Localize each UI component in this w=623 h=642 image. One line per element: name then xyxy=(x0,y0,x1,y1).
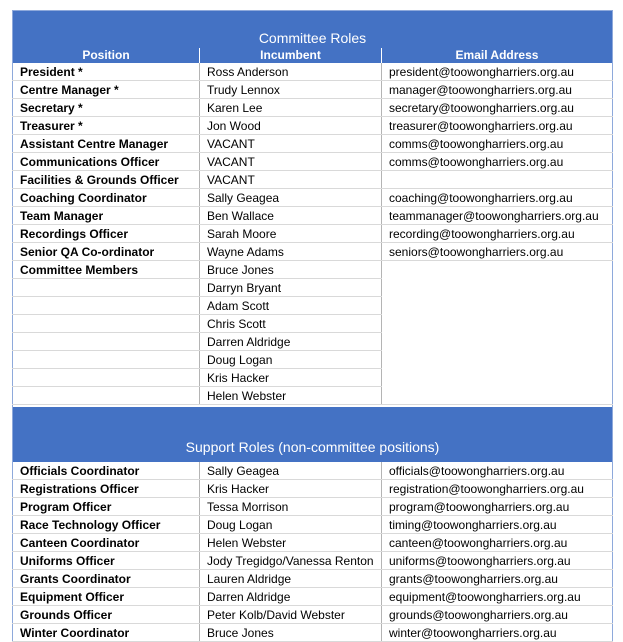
table-row xyxy=(13,297,613,315)
email-cell xyxy=(382,333,613,351)
table-row xyxy=(13,351,613,369)
incumbent-cell: Peter Kolb/David Webster xyxy=(200,606,382,624)
support-title: Support Roles (non-committee positions) xyxy=(13,407,613,462)
email-cell: comms@toowongharriers.org.au xyxy=(382,135,613,153)
position-cell: Race Technology Officer xyxy=(13,516,200,534)
email-cell: winter@toowongharriers.org.au xyxy=(382,624,613,642)
table-row xyxy=(13,480,613,498)
table-row xyxy=(13,462,613,480)
incumbent-cell: Doug Logan xyxy=(200,351,382,369)
table-row xyxy=(13,498,613,516)
incumbent-cell: Jon Wood xyxy=(200,117,382,135)
table-row xyxy=(13,369,613,387)
position-cell xyxy=(13,315,200,333)
incumbent-cell: Adam Scott xyxy=(200,297,382,315)
email-cell: registration@toowongharriers.org.au xyxy=(382,480,613,498)
position-cell: Treasurer * xyxy=(13,117,200,135)
table-row xyxy=(13,189,613,207)
position-cell xyxy=(13,387,200,405)
table-row xyxy=(13,99,613,117)
position-cell xyxy=(13,333,200,351)
position-cell xyxy=(13,369,200,387)
incumbent-cell: Trudy Lennox xyxy=(200,81,382,99)
position-cell: Winter Coordinator xyxy=(13,624,200,642)
email-cell: teammanager@toowongharriers.org.au xyxy=(382,207,613,225)
email-cell: recording@toowongharriers.org.au xyxy=(382,225,613,243)
email-cell: treasurer@toowongharriers.org.au xyxy=(382,117,613,135)
committee-title-row xyxy=(13,11,613,49)
email-cell xyxy=(382,351,613,369)
email-cell xyxy=(382,369,613,387)
email-cell: secretary@toowongharriers.org.au xyxy=(382,99,613,117)
position-cell: Program Officer xyxy=(13,498,200,516)
position-cell: Canteen Coordinator xyxy=(13,534,200,552)
position-cell: Secretary * xyxy=(13,99,200,117)
incumbent-cell: Darryn Bryant xyxy=(200,279,382,297)
table-row xyxy=(13,225,613,243)
email-cell: canteen@toowongharriers.org.au xyxy=(382,534,613,552)
column-header-row xyxy=(13,48,613,63)
incumbent-cell: Doug Logan xyxy=(200,516,382,534)
position-cell: Facilities & Grounds Officer xyxy=(13,171,200,189)
email-cell: program@toowongharriers.org.au xyxy=(382,498,613,516)
table-row xyxy=(13,387,613,405)
incumbent-cell: Sarah Moore xyxy=(200,225,382,243)
table-row xyxy=(13,315,613,333)
email-cell: manager@toowongharriers.org.au xyxy=(382,81,613,99)
incumbent-cell: Helen Webster xyxy=(200,387,382,405)
email-cell: comms@toowongharriers.org.au xyxy=(382,153,613,171)
incumbent-cell: Bruce Jones xyxy=(200,624,382,642)
position-cell: Committee Members xyxy=(13,261,200,279)
position-cell: Team Manager xyxy=(13,207,200,225)
header-incumbent: Incumbent xyxy=(200,48,382,63)
email-cell: timing@toowongharriers.org.au xyxy=(382,516,613,534)
incumbent-cell: VACANT xyxy=(200,171,382,189)
email-cell: uniforms@toowongharriers.org.au xyxy=(382,552,613,570)
incumbent-cell: VACANT xyxy=(200,135,382,153)
email-cell xyxy=(382,387,613,405)
table-row xyxy=(13,243,613,261)
email-cell: seniors@toowongharriers.org.au xyxy=(382,243,613,261)
email-cell xyxy=(382,279,613,297)
position-cell: Assistant Centre Manager xyxy=(13,135,200,153)
position-cell: Equipment Officer xyxy=(13,588,200,606)
table-row xyxy=(13,624,613,642)
header-email: Email Address xyxy=(382,48,613,63)
email-cell xyxy=(382,171,613,189)
incumbent-cell: Helen Webster xyxy=(200,534,382,552)
table-row xyxy=(13,588,613,606)
header-position: Position xyxy=(13,48,200,63)
table-row xyxy=(13,117,613,135)
table-row xyxy=(13,606,613,624)
position-cell: Centre Manager * xyxy=(13,81,200,99)
position-cell: Recordings Officer xyxy=(13,225,200,243)
position-cell xyxy=(13,351,200,369)
email-cell xyxy=(382,315,613,333)
roles-table xyxy=(12,10,613,642)
position-cell: Officials Coordinator xyxy=(13,462,200,480)
email-cell xyxy=(382,297,613,315)
position-cell: President * xyxy=(13,63,200,81)
incumbent-cell: Bruce Jones xyxy=(200,261,382,279)
email-cell: president@toowongharriers.org.au xyxy=(382,63,613,81)
incumbent-cell: Karen Lee xyxy=(200,99,382,117)
incumbent-cell: Wayne Adams xyxy=(200,243,382,261)
position-cell: Grants Coordinator xyxy=(13,570,200,588)
incumbent-cell: Kris Hacker xyxy=(200,480,382,498)
incumbent-cell: Jody Tregidgo/Vanessa Renton xyxy=(200,552,382,570)
table-row xyxy=(13,279,613,297)
position-cell: Senior QA Co-ordinator xyxy=(13,243,200,261)
incumbent-cell: Ross Anderson xyxy=(200,63,382,81)
email-cell: grounds@toowongharriers.org.au xyxy=(382,606,613,624)
position-cell: Uniforms Officer xyxy=(13,552,200,570)
email-cell: officials@toowongharriers.org.au xyxy=(382,462,613,480)
table-row xyxy=(13,516,613,534)
table-row xyxy=(13,81,613,99)
table-row xyxy=(13,570,613,588)
incumbent-cell: Sally Geagea xyxy=(200,189,382,207)
position-cell xyxy=(13,297,200,315)
email-cell xyxy=(382,261,613,279)
email-cell: coaching@toowongharriers.org.au xyxy=(382,189,613,207)
table-row xyxy=(13,63,613,81)
incumbent-cell: VACANT xyxy=(200,153,382,171)
incumbent-cell: Sally Geagea xyxy=(200,462,382,480)
table-row xyxy=(13,207,613,225)
table-row xyxy=(13,261,613,279)
support-title-row xyxy=(13,407,613,462)
incumbent-cell: Ben Wallace xyxy=(200,207,382,225)
table-row xyxy=(13,135,613,153)
table-row xyxy=(13,171,613,189)
table-row xyxy=(13,552,613,570)
position-cell: Registrations Officer xyxy=(13,480,200,498)
table-row xyxy=(13,153,613,171)
incumbent-cell: Lauren Aldridge xyxy=(200,570,382,588)
incumbent-cell: Kris Hacker xyxy=(200,369,382,387)
incumbent-cell: Darren Aldridge xyxy=(200,588,382,606)
incumbent-cell: Darren Aldridge xyxy=(200,333,382,351)
position-cell: Grounds Officer xyxy=(13,606,200,624)
email-cell: grants@toowongharriers.org.au xyxy=(382,570,613,588)
table-row xyxy=(13,534,613,552)
table-row xyxy=(13,333,613,351)
committee-title: Committee Roles xyxy=(13,11,613,49)
position-cell xyxy=(13,279,200,297)
roles-sheet xyxy=(12,10,612,642)
position-cell: Communications Officer xyxy=(13,153,200,171)
incumbent-cell: Chris Scott xyxy=(200,315,382,333)
email-cell: equipment@toowongharriers.org.au xyxy=(382,588,613,606)
incumbent-cell: Tessa Morrison xyxy=(200,498,382,516)
position-cell: Coaching Coordinator xyxy=(13,189,200,207)
